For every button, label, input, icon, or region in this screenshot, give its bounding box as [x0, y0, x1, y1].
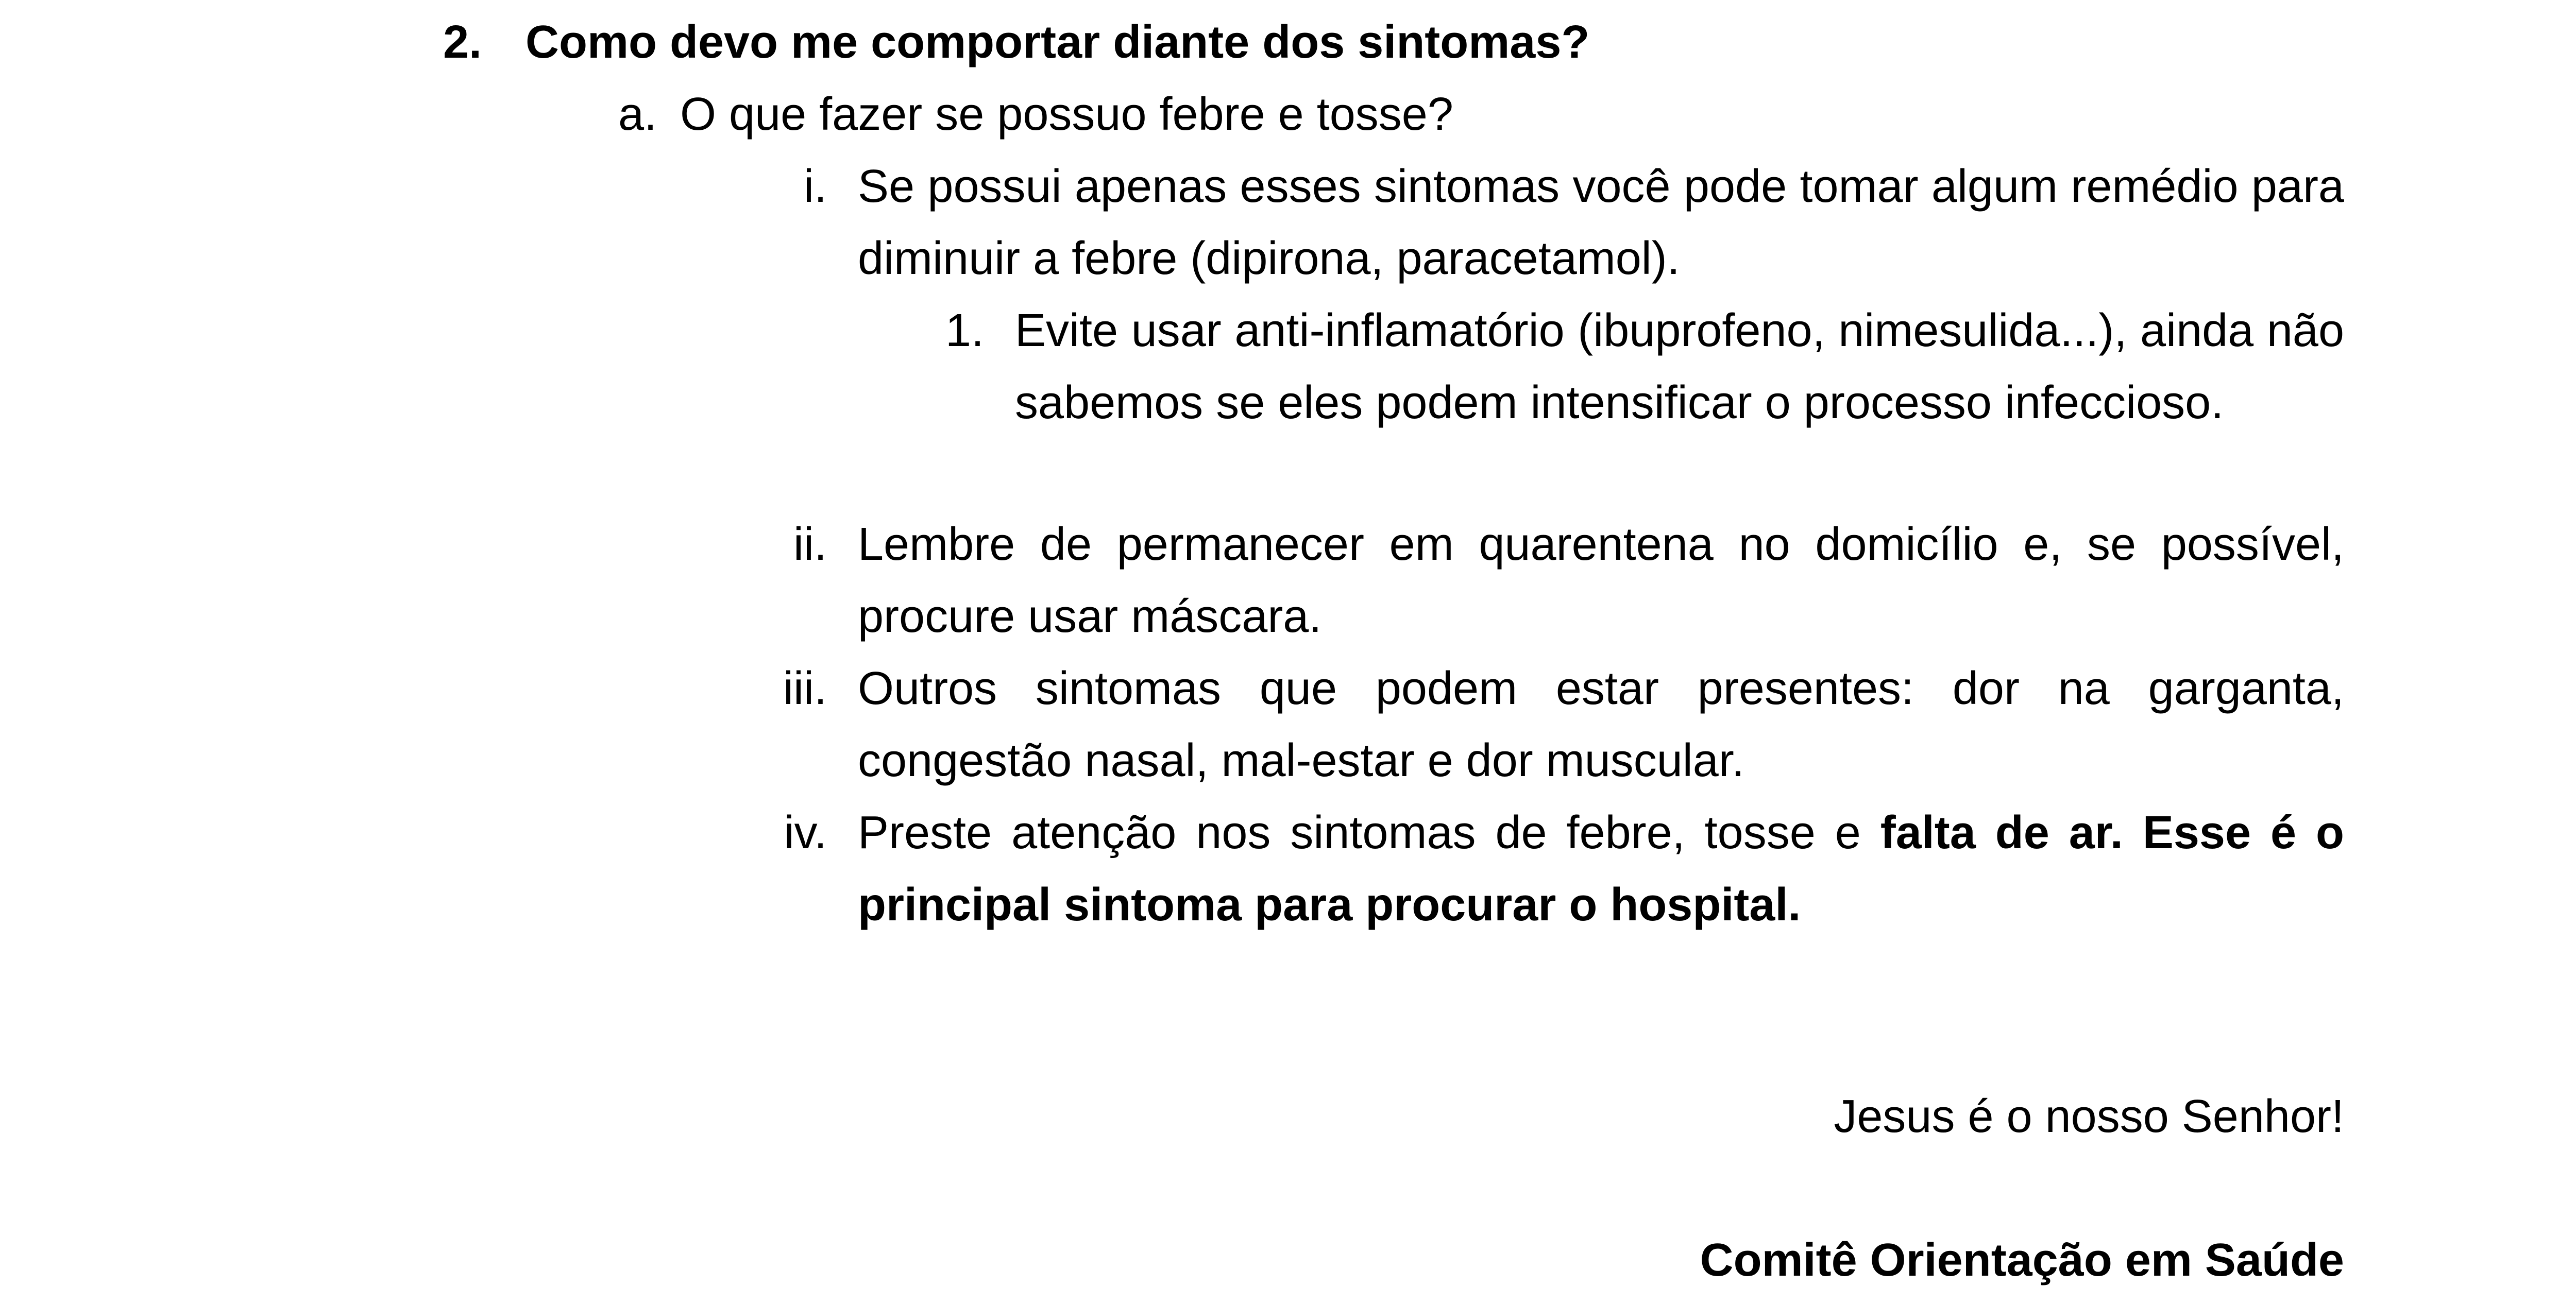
- list-item: [737, 150, 2344, 295]
- list-item-text: Se possui apenas esses sintomas você pode tomar algum remédio para diminuir a febre (dipirona, paracetamol).: [858, 161, 2344, 284]
- list-item-marker: iii.: [783, 663, 827, 714]
- sub-list-item-text: Evite usar anti-inflamatório (ibuprofeno, nimesulida...), ainda não sabemos se eles podem intensificar o processo infeccioso.: [1015, 305, 2344, 428]
- list-item-text: Outros sintomas que podem estar presentes: dor na garganta, congestão nasal, mal-estar e dor muscular.: [858, 663, 2344, 786]
- section-heading: [443, 6, 2349, 78]
- list-item-marker: ii.: [793, 519, 827, 570]
- list-item-text: [858, 797, 2344, 941]
- signature: Comitê Orientação em Saúde: [1700, 1234, 2344, 1286]
- list-item-text: Lembre de permanecer em quarentena no domicílio e, se possível, procure usar máscara.: [858, 519, 2344, 642]
- section-number: 2.: [443, 16, 482, 68]
- question-item: [608, 78, 2360, 150]
- sub-list-item: [927, 295, 2344, 439]
- list-item-text-bold: falta de ar. Esse é o principal sintoma para procurar o hospital.: [858, 807, 2344, 931]
- list-item-text-normal: Preste atenção nos sintomas de febre, tosse e: [858, 807, 1880, 859]
- list-item: [737, 508, 2344, 653]
- sub-list-item-marker: 1.: [945, 305, 984, 356]
- list-item-marker: iv.: [784, 807, 827, 859]
- question-text: O que fazer se possuo febre e tosse?: [680, 89, 1453, 140]
- closing-line: Jesus é o nosso Senhor!: [1834, 1091, 2344, 1142]
- list-item-marker: i.: [804, 161, 827, 212]
- section-title: Como devo me comportar diante dos sintomas?: [526, 16, 1590, 68]
- list-item: [737, 797, 2344, 941]
- question-marker: a.: [618, 89, 657, 140]
- list-item: [737, 653, 2344, 797]
